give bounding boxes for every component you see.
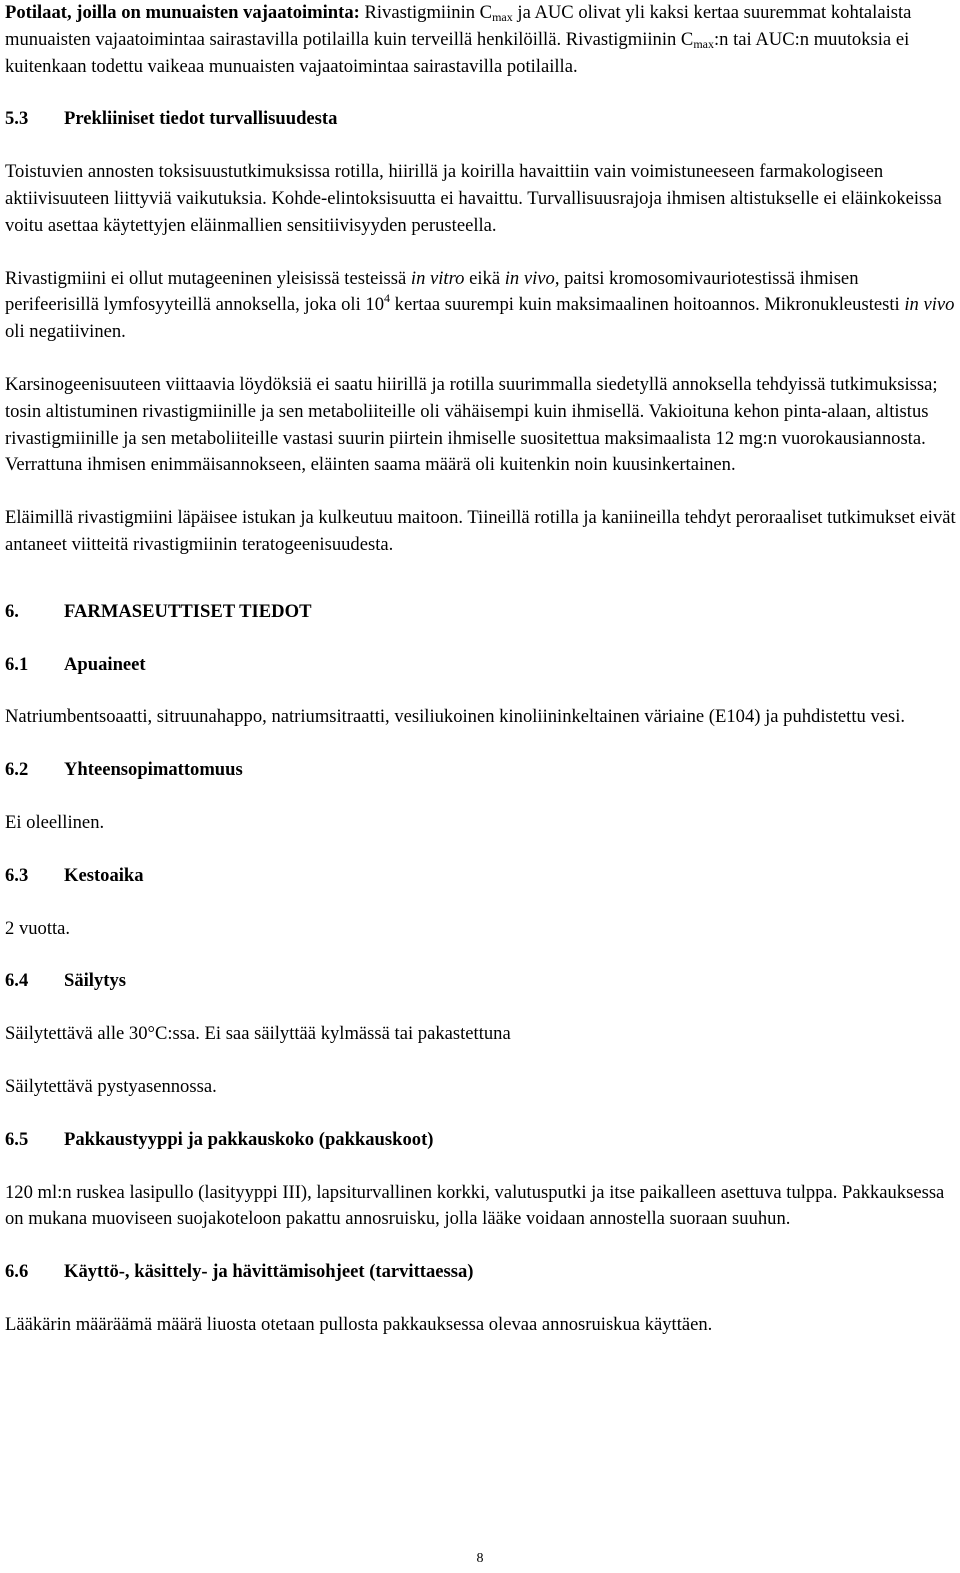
italic-term: in vitro (410, 267, 465, 289)
text-run: Rivastigmiinin C (359, 2, 493, 23)
superscript-exponent: 4 (384, 291, 391, 306)
section-number: 6.5 (5, 1128, 29, 1150)
italic-term: in vivo (904, 294, 955, 316)
reproduction-paragraph: Eläimillä rivastigmiini läpäisee istukan ja kulkeutuu maitoon. Tiineillä rotilla ja kaniineilla tehdyt peroraaliset tutkimukset eivät antaneet viitteitä rivastigmiinin teratogeenisuudesta. (5, 507, 956, 555)
section-heading-6-2 (5, 757, 957, 784)
section-heading-6 (5, 599, 957, 626)
section-heading-6-6 (5, 1259, 957, 1286)
text-run: :n tai AUC:n muutoksia ei kuitenkaan todettu vaikeaa munuaisten vajaatoimintaa sairastavilla potilailla. (5, 28, 910, 77)
text-run: oli negatiivinen. (5, 321, 126, 343)
section-number: 6.2 (5, 759, 29, 781)
section-title: Käyttö-, käsittely- ja hävittämisohjeet (tarvittaessa) (64, 1261, 474, 1283)
section-title: Apuaineet (64, 653, 146, 675)
section-title: Säilytys (64, 970, 126, 992)
subscript-max: max (492, 10, 513, 24)
section-title: Yhteensopimattomuus (64, 759, 243, 781)
renal-impairment-label: Potilaat, joilla on munuaisten vajaatoiminta: (5, 2, 360, 23)
section-heading-6-3 (5, 863, 957, 890)
section-title: Kestoaika (64, 864, 144, 886)
toxicity-paragraph: Toistuvien annosten toksisuustutkimuksissa rotilla, hiirillä ja koirilla havaittiin vain voimistuneeseen farmakologiseen aktiivisuuteen liittyviä vaikutuksia. Kohde-elintoksisuutta ei havaittu. Turvallisuusrajoja ihmisen altistukselle ei eläinkokeissa voitu asettaa käytettyjen eläinmallien sensitiivisyyden perusteella. (5, 161, 942, 236)
section-heading-6-4 (5, 968, 957, 995)
section-title: Pakkaustyyppi ja pakkauskoko (pakkauskoot) (64, 1128, 434, 1150)
section-number: 6.1 (5, 653, 29, 675)
page-number: 8 (476, 1551, 484, 1566)
section-heading-6-5 (5, 1127, 957, 1154)
mutagenicity-paragraph (5, 266, 957, 346)
storage-text-1: Säilytettävä alle 30°C:ssa. Ei saa säilyttää kylmässä tai pakastettuna (5, 1023, 511, 1045)
storage-text-2: Säilytettävä pystyasennossa. (5, 1075, 217, 1097)
section-number: 6.6 (5, 1261, 29, 1283)
section-heading-5-3 (5, 106, 957, 133)
section-title: FARMASEUTTISET TIEDOT (64, 600, 312, 622)
text-run: , paitsi kromosomivauriotestissä ihmisen perifeerisillä lymfosyyteillä annoksella, joka oli 10 (5, 267, 859, 316)
handling-text: Lääkärin määräämä määrä liuosta otetaan pullosta pakkauksessa olevaa annosruiskua käyttäen. (5, 1313, 713, 1335)
packaging-text: 120 ml:n ruskea lasipullo (lasityyppi III), lapsiturvallinen korkki, valutusputki ja itse paikalleen asettuva tulppa. Pakkauksessa on mukana muoviseen suojakoteloon pakattu annosruisku, jolla lääke voidaan annostella suoraan suuhun. (5, 1181, 945, 1230)
section-number: 6.4 (5, 970, 29, 992)
section-heading-6-1 (5, 652, 957, 679)
carcinogenicity-paragraph: Karsinogeenisuuteen viittaavia löydöksiä ei saatu hiirillä ja rotilla suurimmalla siedetyllä annoksella tehdyissä tutkimuksissa; tosin altistuminen rivastigmiinille ja sen metaboliiteille oli vähäisempi kuin ihmisellä. Vakioituna kehon pinta-alaan, altistus rivastigmiinille ja sen metaboliiteille vastasi suurin piirtein ihmiselle suositettua maksimaalista 12 mg:n vuorokausiannosta. Verrattuna ihmisen enimmäisannokseen, eläinten saama määrä oli kuitenkin noin kuusinkertainen. (5, 373, 938, 476)
incompatibilities-text: Ei oleellinen. (5, 811, 105, 833)
document-page (5, 0, 957, 1339)
text-run: kertaa suurempi kuin maksimaalinen hoitoannos. Mikronukleustesti (390, 294, 905, 316)
excipients-text: Natriumbentsoaatti, sitruunahappo, natriumsitraatti, vesiliukoinen kinoliininkeltainen väriaine (E104) ja puhdistettu vesi. (5, 706, 906, 728)
section-number: 5.3 (5, 108, 29, 130)
subscript-max: max (693, 36, 715, 51)
renal-impairment-paragraph (5, 0, 957, 80)
shelf-life-text: 2 vuotta. (5, 917, 71, 939)
text-run: eikä (464, 267, 505, 289)
section-number: 6. (5, 600, 19, 622)
section-title: Prekliiniset tiedot turvallisuudesta (64, 108, 338, 130)
text-run: Rivastigmiini ei ollut mutageeninen yleisissä testeissä (5, 267, 411, 289)
text-run: ja AUC olivat yli kaksi kertaa suuremmat kohtalaista munuaisten vajaatoimintaa sairastavilla potilailla kuin terveillä henkilöillä. Rivastigmiinin C (5, 2, 912, 50)
section-number: 6.3 (5, 864, 29, 886)
italic-term: in vivo (504, 267, 555, 289)
